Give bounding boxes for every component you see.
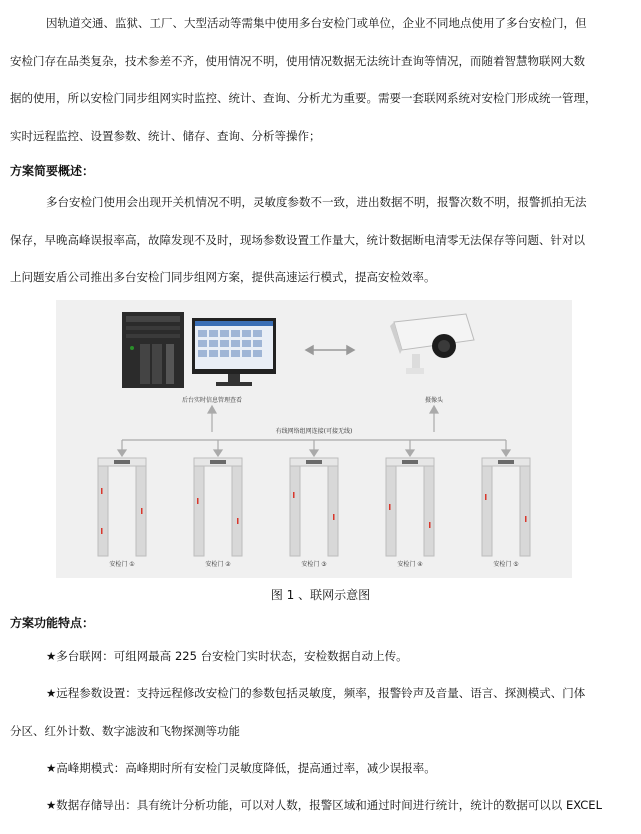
security-gate-4 xyxy=(386,458,434,556)
server-tower-icon xyxy=(122,312,184,388)
server-label: 后台实时信息管理查看 xyxy=(181,397,243,404)
double-arrow-icon xyxy=(306,346,354,354)
security-gate-5 xyxy=(482,458,530,556)
feature-item-3 xyxy=(10,750,622,788)
gate-label-4: 安检门 ④ xyxy=(397,561,423,568)
intro-line-2: 安检门存在品类复杂，技术参差不齐，使用情况不明，使用情况数据无法统计查询等情况，而随着智慧物联网大数 xyxy=(10,53,585,68)
monitor-icon xyxy=(192,318,276,386)
feature-3-line-1: ★高峰期模式：高峰期时所有安检门灵敏度降低，提高通过率，减少误报率。 xyxy=(46,761,436,775)
feature-1-line-1: ★多台联网：可组网最高 225 台安检门实时状态，安检数据自动上传。 xyxy=(46,649,408,663)
overview-line-3: 上问题安盾公司推出多台安检门同步组网方案，提供高速运行模式，提高安检效率。 xyxy=(10,270,436,284)
network-label: 有线网络组网连接(可接无线) xyxy=(275,428,353,435)
intro-line-3: 据的使用，所以安检门同步组网实时监控、统计、查询、分析尤为重要。需要一套联网系统对安检门形成统一管理， xyxy=(10,91,597,105)
overview-paragraph xyxy=(10,184,622,297)
feature-4-line-1: ★数据存储导出：具有统计分析功能，可以对人数，报警区域和通过时间进行统计，统计的数据可以以 EXCEL xyxy=(46,798,602,812)
network-diagram-figure xyxy=(56,300,572,578)
camera-label: 摄像头 xyxy=(424,397,444,404)
feature-2-line-1: ★远程参数设置：支持远程修改安检门的参数包括灵敏度，频率，报警铃声及音量、语言、探测模式、门体 xyxy=(46,686,586,700)
intro-line-4: 实时远程监控、设置参数、统计、储存、查询、分析等操作； xyxy=(10,128,321,143)
feature-item-4 xyxy=(10,787,622,825)
gate-label-2: 安检门 ② xyxy=(205,561,231,568)
overview-heading: 方案简要概述： xyxy=(10,164,95,178)
figure-caption: 图 1 、联网示意图 xyxy=(270,588,371,602)
features-heading: 方案功能特点： xyxy=(10,616,95,630)
overview-line-2: 保存，早晚高峰误报率高，故障发现不及时，现场参数设置工作量大，统计数据断电清零无法保存等问题、针对以 xyxy=(10,232,585,247)
overview-line-1: 多台安检门使用会出现开关机情况不明，灵敏度参数不一致，进出数据不明，报警次数不明，报警抓拍无法 xyxy=(46,195,587,209)
security-gate-2 xyxy=(194,458,242,556)
gate-label-3: 安检门 ③ xyxy=(301,561,327,568)
feature-2-line-2: 分区、红外计数、数字滤波和飞物探测等功能 xyxy=(10,723,240,738)
feature-item-1 xyxy=(10,638,622,676)
gate-label-1: 安检门 ① xyxy=(109,561,135,568)
camera-icon xyxy=(390,314,474,374)
intro-line-1: 因轨道交通、监狱、工厂、大型活动等需集中使用多台安检门或单位，企业不同地点使用了多台安检门，但 xyxy=(46,16,587,30)
feature-item-2 xyxy=(10,675,622,750)
gate-label-5: 安检门 ⑤ xyxy=(493,561,519,568)
intro-paragraph xyxy=(10,5,622,155)
security-gate-3 xyxy=(290,458,338,556)
network-diagram xyxy=(56,300,572,578)
security-gate-1 xyxy=(98,458,146,556)
